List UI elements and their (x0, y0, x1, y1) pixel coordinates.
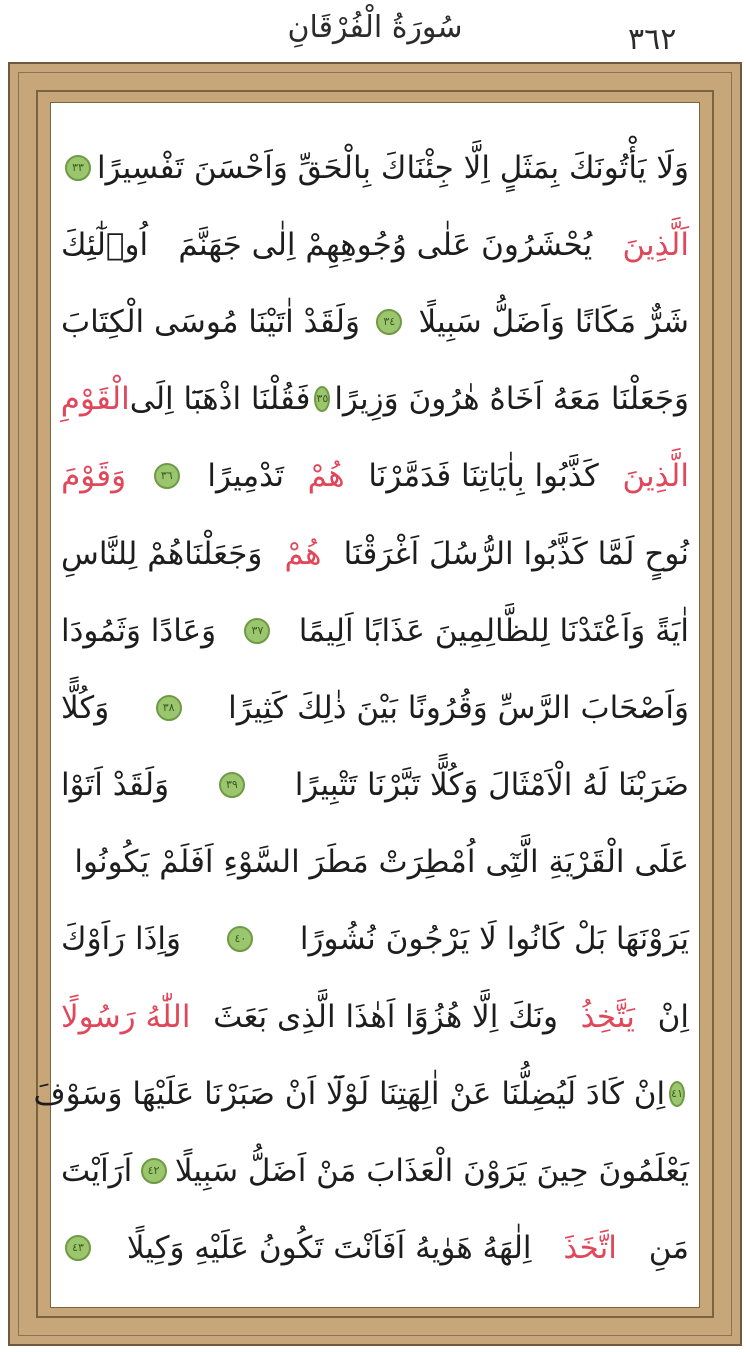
text-line (61, 978, 689, 1055)
text-line (61, 669, 689, 746)
ayah-number-marker: ٣٣ (65, 155, 91, 181)
text-segment: اٰيَةً وَاَعْتَدْنَا لِلظَّالِمِينَ عَذَابًا اَلِيمًا (298, 612, 689, 649)
text-segment: وَجَعَلْنَاهُمْ لِلنَّاسِ (61, 535, 263, 572)
text-line (61, 283, 689, 360)
ayah-number-marker: ٣٥ (314, 386, 330, 412)
ayah-number-marker: ٤٠ (227, 926, 253, 952)
highlighted-word: هُمْ (284, 535, 322, 572)
highlighted-word: الَّذِينَ (622, 458, 689, 495)
text-line (61, 824, 689, 901)
ayah-number-marker: ٣٨ (156, 695, 182, 721)
text-line (61, 129, 689, 206)
highlighted-word: اللّٰهُ رَسُولًا (61, 998, 191, 1035)
text-line (61, 515, 689, 592)
text-segment: ونَكَ اِلَّا هُزُوًا اَهٰذَا الَّذِى بَعَثَ (213, 998, 558, 1035)
text-line (61, 901, 689, 978)
text-segment: يَرَوْنَهَا بَلْ كَانُوا لَا يَرْجُونَ نُشُورًا (299, 921, 689, 958)
text-line (61, 1210, 689, 1287)
ayah-number-marker: ٣٦ (154, 463, 180, 489)
text-line (61, 1132, 689, 1209)
text-segment: وَلَا يَأْتُونَكَ بِمَثَلٍ اِلَّا جِئْنَاكَ بِالْحَقِّ وَاَحْسَنَ تَفْسِيرًا (96, 149, 689, 186)
ayah-number-marker: ٤١ (669, 1081, 685, 1107)
text-segment: كَذَّبُوا بِاٰيَاتِنَا فَدَمَّرْنَا (368, 458, 599, 495)
page-header (0, 0, 750, 60)
ayah-number-marker: ٤٢ (141, 1158, 167, 1184)
text-segment: عَلَى الْقَرْيَةِ الَّتِٓى اُمْطِرَتْ مَطَرَ السَّوْءِ اَفَلَمْ يَكُونُوا (74, 844, 689, 881)
text-line (61, 361, 689, 438)
text-segment: وَعَادًا وَثَمُودَا (61, 612, 217, 649)
surah-title: سُورَةُ الْفُرْقَانِ (287, 10, 463, 45)
text-segment: يُحْشَرُونَ عَلٰى وُجُوهِهِمْ اِلٰى جَهَنَّمَ (178, 226, 593, 263)
text-panel (33, 102, 700, 1308)
ayah-number-marker: ٣٧ (244, 618, 270, 644)
highlighted-word: اَلَّذِينَ (622, 226, 689, 263)
ayah-number-marker: ٤٣ (65, 1235, 91, 1261)
text-line (61, 592, 689, 669)
highlighted-word: وَقَوْمَ (61, 458, 127, 495)
highlighted-word: هُمْ (307, 458, 345, 495)
text-segment: اِنْ (657, 998, 689, 1035)
text-line (61, 206, 689, 283)
ayah-number-marker: ٣٩ (219, 772, 245, 798)
text-segment: اِلٰهَهُ هَوٰيهُ اَفَاَنْتَ تَكُونُ عَلَيْهِ وَكِيلًا (126, 1230, 532, 1267)
text-segment: نُوحٍ لَمَّا كَذَّبُوا الرُّسُلَ اَغْرَقْنَا (343, 535, 689, 572)
text-line (61, 747, 689, 824)
text-segment: شَرٌّ مَكَانًا وَاَضَلُّ سَبِيلًا (418, 303, 689, 340)
text-segment: وَلَقَدْ اَتَوْا (61, 767, 170, 804)
highlighted-word: اتَّخَذَ (563, 1230, 617, 1267)
text-segment: اِنْ كَادَ لَيُضِلُّنَا عَنْ اٰلِهَتِنَا لَوْلَٓا اَنْ صَبَرْنَا عَلَيْهَا وَسَوْفَ (33, 1075, 666, 1112)
text-segment: ضَرَبْنَا لَهُ الْاَمْثَالَ وَكُلًّا تَبَّرْنَا تَتْبِيرًا (294, 767, 689, 804)
quran-text-lines (33, 129, 689, 1287)
text-segment: وَجَعَلْنَا مَعَهُ اَخَاهُ هٰرُونَ وَزِيرًا (334, 381, 689, 418)
text-segment: وَاَصْحَابَ الرَّسِّ وَقُرُونًا بَيْنَ ذٰلِكَ كَثِيرًا (228, 689, 689, 726)
text-segment: يَعْلَمُونَ حِينَ يَرَوْنَ الْعَذَابَ مَنْ اَضَلُّ سَبِيلًا (174, 1153, 689, 1190)
text-segment: اُو۬لٰٓئِكَ (61, 226, 149, 263)
text-segment: وَلَقَدْ اٰتَيْنَا مُوسَى الْكِتَابَ (61, 303, 360, 340)
text-segment: وَكُلًّا (61, 689, 110, 726)
text-segment: وَاِذَا رَاَوْكَ (61, 921, 181, 958)
text-segment: مَنِ (648, 1230, 689, 1267)
ayah-number-marker: ٣٤ (376, 309, 402, 335)
text-segment: فَقُلْنَا اذْهَبَٓا اِلَى (129, 381, 311, 418)
highlighted-word: الْقَوْمِ (60, 381, 130, 418)
highlighted-word: يَتَّخِذُ (580, 998, 635, 1035)
text-line (33, 1055, 689, 1132)
text-segment: اَرَاَيْتَ (61, 1153, 133, 1190)
text-line (61, 438, 689, 515)
page-number: ٣٦٢ (628, 22, 677, 57)
text-segment: تَدْمِيرًا (207, 458, 284, 495)
